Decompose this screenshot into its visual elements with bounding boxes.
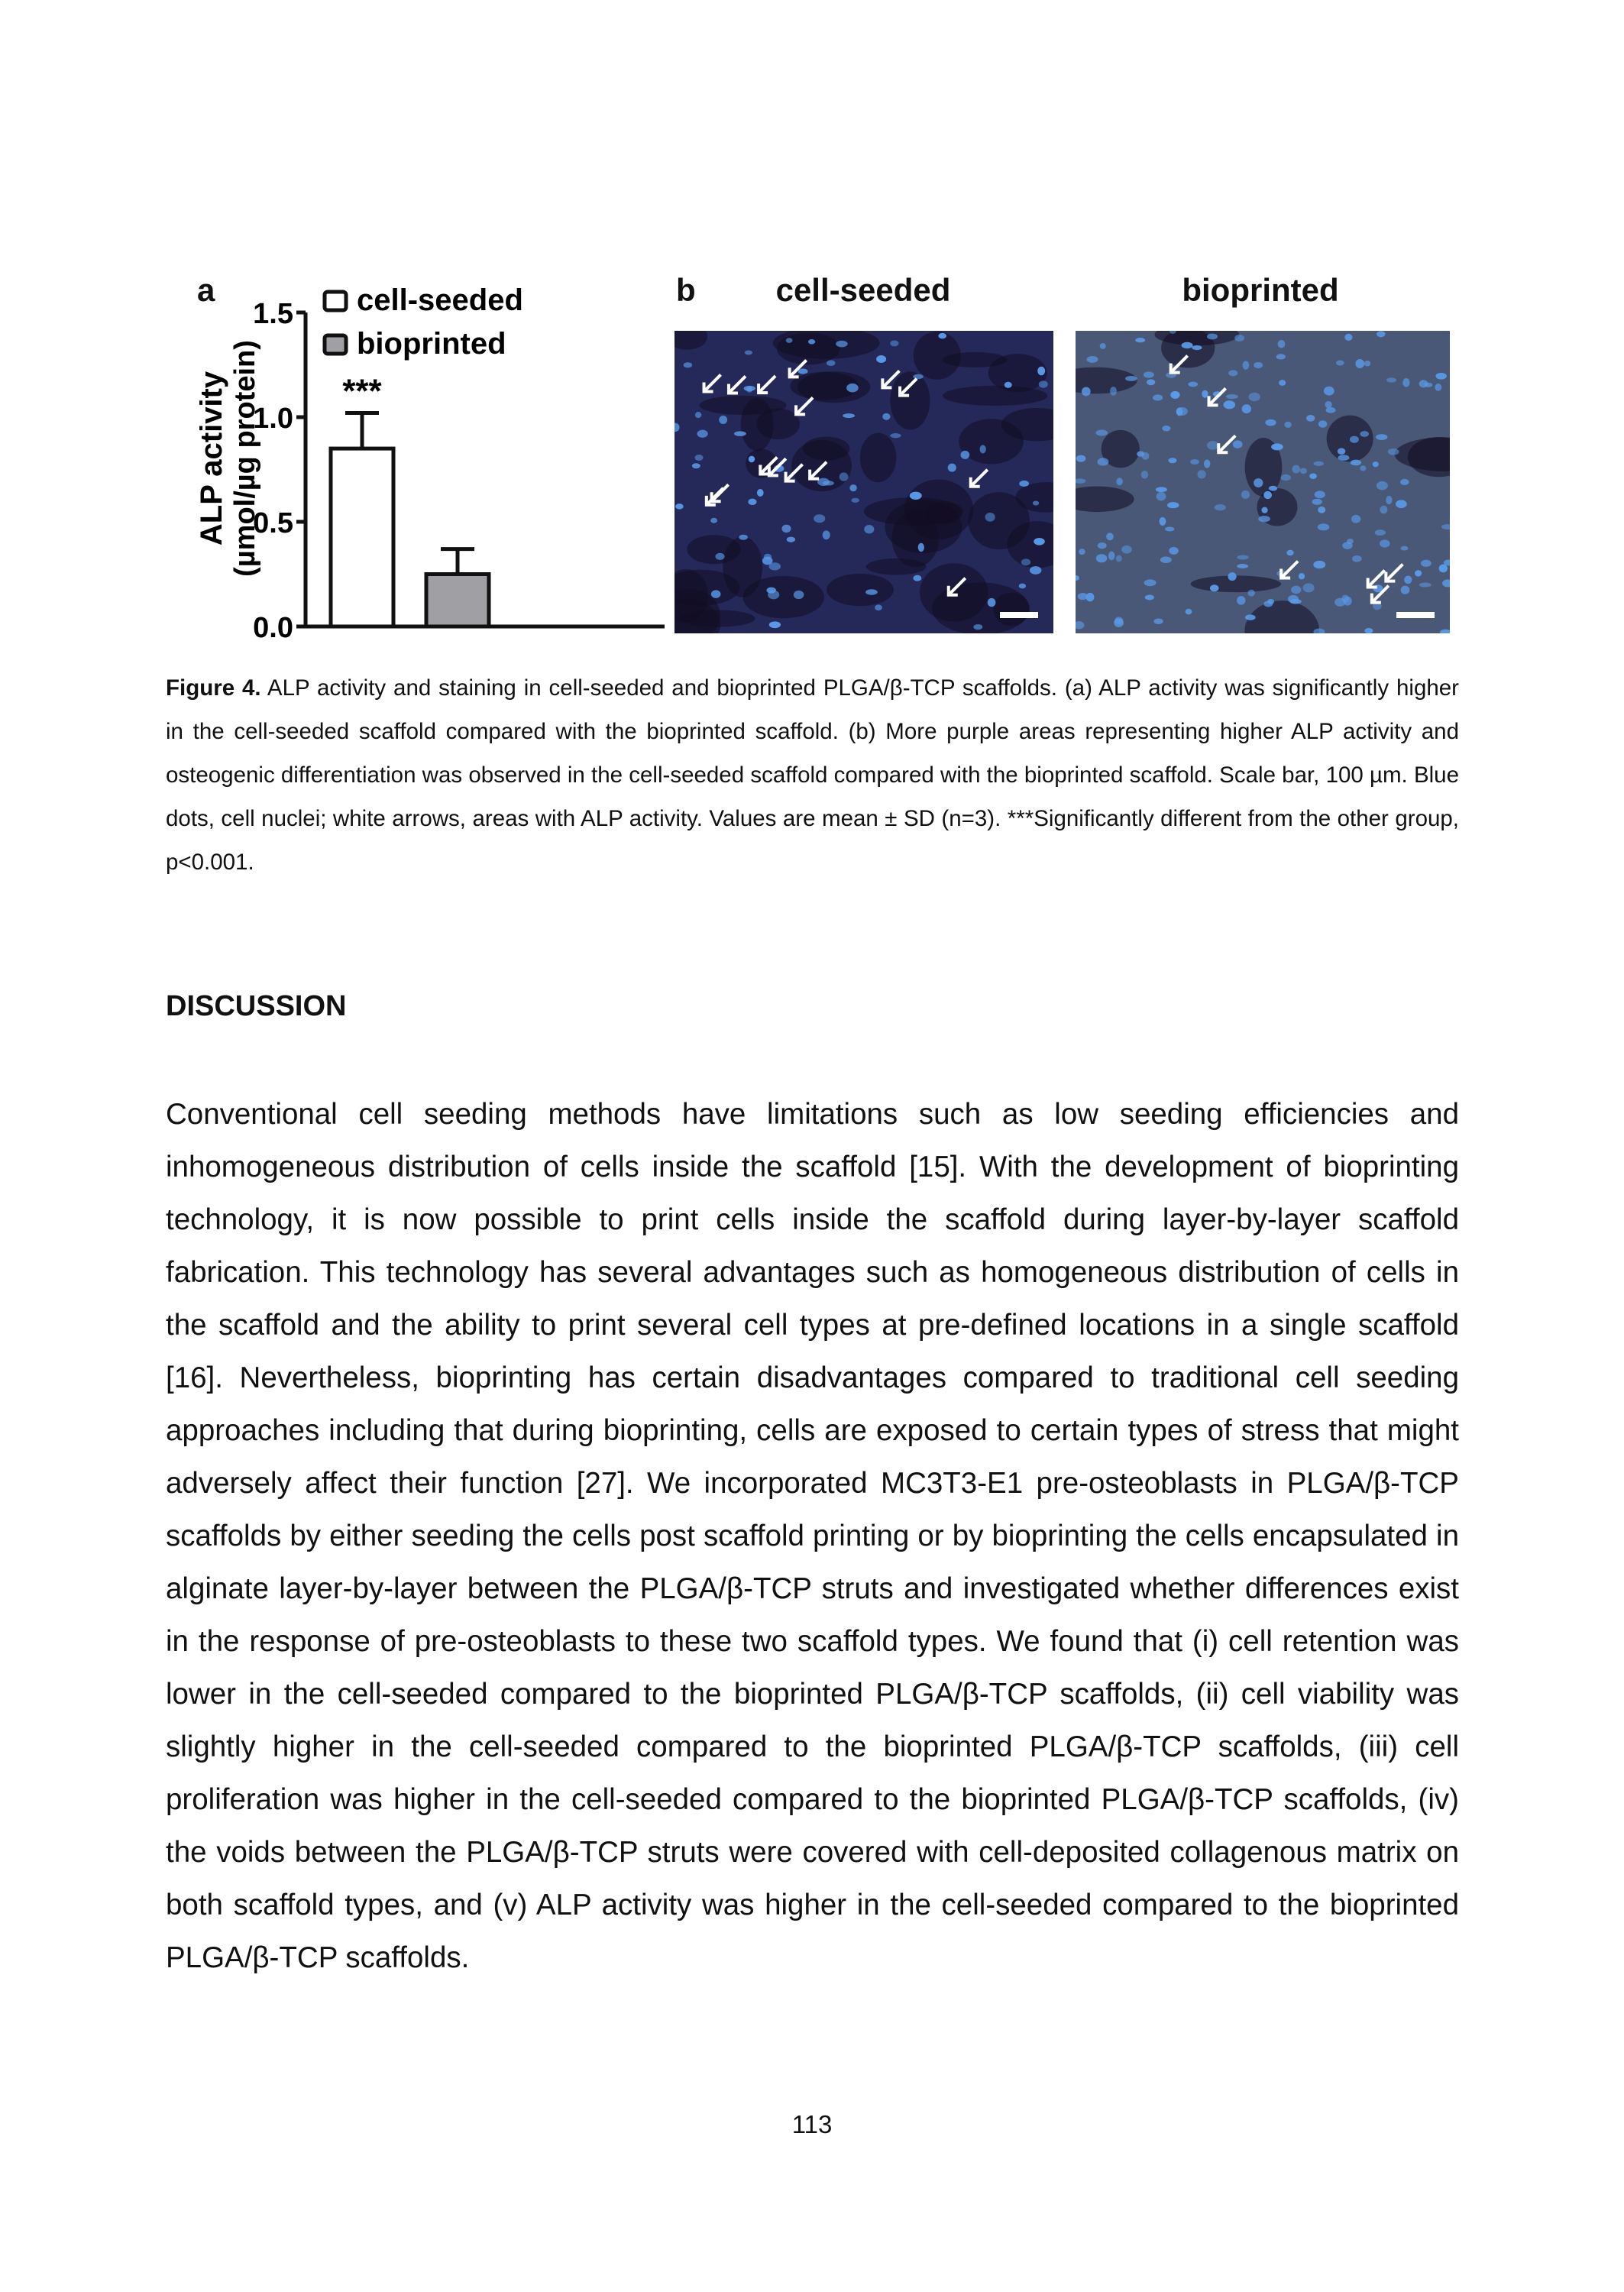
purple-stain (681, 610, 755, 626)
cell-nucleus (1281, 474, 1291, 481)
caption-text: ALP activity and staining in cell-seeded and bioprinted PLGA/β-TCP scaffolds. (a) ALP activity was significantly higher in the cell-seeded scaffold compared with the bioprinted scaffold. (b) More purple areas representing higher ALP activity and osteogenic differentiation was observed in the cell-seeded scaffold compared with the bioprinted scaffold. Scale bar, 100 µm. Blue dots, cell nuclei; white arrows, areas with ALP activity. Values are mean ± SD (n=3). ***Significantly different from the other group, p<0.001. (166, 675, 1460, 875)
purple-stain (866, 558, 927, 575)
cell-nucleus (1110, 387, 1117, 396)
cell-nucleus (1242, 404, 1251, 413)
cell-nucleus (757, 489, 764, 497)
cell-nucleus (1402, 378, 1409, 387)
cell-nucleus (1299, 573, 1305, 579)
cell-nucleus (1162, 426, 1170, 431)
cell-nucleus (1267, 599, 1274, 604)
cell-nucleus (762, 557, 773, 565)
cell-nucleus (1261, 507, 1267, 513)
cell-nucleus (697, 430, 708, 438)
cell-nucleus (711, 590, 721, 597)
cell-nucleus (1341, 595, 1349, 603)
cell-nucleus (1364, 361, 1371, 366)
cell-nucleus (1116, 478, 1123, 485)
panel-b-title-bioprinted: bioprinted (1182, 272, 1339, 308)
cell-nucleus (1098, 542, 1107, 549)
panel-b-label: b (676, 272, 696, 308)
cell-nucleus (1153, 618, 1163, 624)
cell-nucleus (865, 589, 878, 595)
cell-nucleus (961, 451, 970, 459)
cell-nucleus (684, 362, 692, 367)
cell-nucleus (1435, 373, 1447, 380)
cell-nucleus (817, 478, 830, 486)
cell-nucleus (988, 598, 996, 607)
cell-nucleus (1237, 596, 1245, 605)
cell-nucleus (1291, 586, 1301, 594)
cell-nucleus (1380, 506, 1387, 514)
cell-nucleus (798, 368, 808, 374)
cell-nucleus (1351, 460, 1361, 466)
cell-nucleus (1318, 507, 1325, 513)
cell-nucleus (1300, 468, 1307, 474)
cell-nucleus (876, 355, 886, 363)
cell-nucleus (1401, 546, 1409, 551)
cell-nucleus (1079, 549, 1085, 555)
cell-nucleus (1318, 420, 1327, 427)
cell-nucleus (1157, 492, 1166, 500)
cell-nucleus (1336, 361, 1344, 366)
cell-nucleus (1400, 479, 1409, 485)
cell-nucleus (948, 464, 956, 472)
cell-nucleus (1247, 590, 1254, 597)
cell-nucleus (808, 339, 815, 345)
y-tick-label: 1.5 (253, 298, 293, 330)
cell-nucleus (1312, 499, 1322, 505)
cell-nucleus (1004, 382, 1012, 388)
cell-nucleus (1404, 576, 1412, 584)
cell-nucleus (786, 338, 793, 343)
purple-stain (943, 352, 1007, 367)
cell-nucleus (1228, 572, 1236, 581)
cell-nucleus (675, 503, 684, 509)
cell-nucleus (1388, 448, 1399, 455)
cell-nucleus (1207, 441, 1218, 450)
cell-nucleus (769, 621, 781, 628)
cell-nucleus (1030, 566, 1042, 575)
cell-nucleus (734, 431, 746, 435)
cell-nucleus (1082, 387, 1091, 397)
cell-nucleus (1254, 362, 1263, 368)
panel-b-title-cell-seeded: cell-seeded (775, 272, 951, 308)
y-axis-units: (µmol/µg protein) (229, 340, 261, 577)
y-tick-label: 1.0 (253, 403, 293, 435)
cell-nucleus (768, 591, 779, 600)
cell-nucleus (1176, 408, 1182, 416)
cell-nucleus (1019, 584, 1026, 589)
cell-nucleus (1380, 539, 1390, 547)
cell-nucleus (781, 525, 791, 533)
cell-nucleus (1033, 500, 1039, 505)
cell-nucleus (875, 604, 882, 610)
legend-swatch (325, 335, 346, 354)
cell-nucleus (1338, 455, 1350, 461)
cell-nucleus (1188, 382, 1198, 387)
cell-nucleus (1106, 533, 1114, 540)
cell-nucleus (1284, 422, 1291, 428)
cell-nucleus (739, 535, 748, 540)
cell-nucleus (1204, 459, 1210, 468)
cell-nucleus (1278, 340, 1286, 348)
cell-nucleus (1258, 516, 1270, 522)
legend-label: bioprinted (357, 327, 506, 361)
cell-nucleus (985, 513, 995, 522)
cell-nucleus (1224, 400, 1236, 409)
cell-nucleus (1237, 564, 1248, 568)
cell-nucleus (692, 463, 700, 468)
cell-nucleus (1108, 552, 1115, 561)
cell-nucleus (1355, 359, 1364, 368)
cell-nucleus (1421, 560, 1432, 567)
cell-nucleus (1375, 529, 1386, 536)
cell-nucleus (1198, 470, 1206, 478)
cell-nucleus (1144, 579, 1157, 586)
cell-nucleus (1435, 384, 1441, 391)
cell-nucleus (814, 514, 825, 523)
cell-nucleus (1289, 599, 1301, 604)
micrograph-cell-seeded (675, 331, 1053, 633)
cell-nucleus (1245, 614, 1256, 620)
cell-nucleus (1315, 490, 1325, 498)
cell-nucleus (1019, 481, 1029, 487)
cell-nucleus (1292, 465, 1300, 474)
cell-nucleus (843, 413, 855, 418)
cell-nucleus (1342, 542, 1353, 549)
cell-nucleus (1243, 361, 1250, 369)
cell-nucleus (836, 341, 848, 348)
y-axis-label: ALP activity (195, 371, 228, 546)
cell-nucleus (748, 499, 756, 505)
cell-nucleus (1263, 491, 1272, 499)
micrograph-bioprinted (1076, 331, 1450, 633)
cell-nucleus (839, 472, 849, 481)
cell-nucleus (1386, 377, 1396, 382)
cell-nucleus (719, 416, 727, 424)
cell-nucleus (973, 624, 982, 630)
cell-nucleus (1415, 570, 1422, 577)
scale-bar (1000, 612, 1038, 618)
cell-nucleus (1167, 502, 1179, 508)
cell-nucleus (787, 537, 795, 542)
cell-nucleus (1324, 387, 1334, 396)
cell-nucleus (1145, 594, 1154, 600)
cell-nucleus (851, 498, 859, 503)
cell-nucleus (1364, 628, 1373, 633)
cell-nucleus (710, 518, 717, 523)
cell-nucleus (1207, 333, 1218, 339)
cell-nucleus (1186, 609, 1192, 615)
cell-nucleus (1169, 547, 1179, 555)
cell-nucleus (1141, 471, 1148, 479)
cell-nucleus (1237, 555, 1248, 559)
alp-activity-bar-chart (164, 252, 676, 649)
purple-stain (890, 371, 930, 429)
cell-nucleus (890, 433, 901, 438)
cell-nucleus (1401, 586, 1410, 594)
cell-nucleus (1144, 371, 1154, 377)
cell-nucleus (1352, 555, 1362, 562)
cell-nucleus (938, 333, 946, 338)
cell-nucleus (1241, 490, 1250, 499)
scale-bar (1396, 612, 1435, 618)
cell-nucleus (1202, 390, 1208, 398)
cell-nucleus (1116, 555, 1122, 562)
cell-nucleus (823, 530, 830, 539)
cell-nucleus (1039, 380, 1048, 387)
discussion-paragraph: Conventional cell seeding methods have limitations such as low seeding efficiencies and inhomogeneous distribution of cells inside the scaffold [15]. With the development of bioprinting technology, it is now possible to print cells inside the scaffold during layer-by-layer scaffold fabrication. This technology has several advantages such as homogeneous distribution of cells in the scaffold and the ability to print several cell types at pre-defined locations in a single scaffold [16]. Nevertheless, bioprinting has certain disadvantages compared to traditional cell seeding approaches including that during bioprinting, cells are exposed to certain types of stress that might adversely affect their function [27]. We incorporated MC3T3-E1 pre-osteoblasts in PLGA/β-TCP scaffolds by either seeding the cells post scaffold printing or by bioprinting the cells encapsulated in alginate layer-by-layer between the PLGA/β-TCP struts and investigated whether differences exist in the response of pre-osteoblasts to these two scaffold types. We found that (i) cell retention was lower in the cell-seeded compared to the bioprinted PLGA/β-TCP scaffolds, (ii) cell viability was slightly higher in the cell-seeded compared to the bioprinted PLGA/β-TCP scaffolds, (iii) cell proliferation was higher in the cell-seeded compared to the bioprinted PLGA/β-TCP scaffolds, (iv) the voids between the PLGA/β-TCP struts were covered with cell-deposited collagenous matrix on both scaffold types, and (v) ALP activity was higher in the cell-seeded compared to the bioprinted PLGA/β-TCP scaffolds. (166, 1098, 1459, 1974)
cell-nucleus (1121, 545, 1132, 554)
cell-nucleus (1326, 407, 1336, 413)
cell-nucleus (1344, 334, 1352, 341)
cell-nucleus (1254, 478, 1263, 487)
cell-nucleus (1377, 331, 1385, 337)
cell-nucleus (1168, 458, 1176, 463)
cell-nucleus (1377, 481, 1388, 490)
cell-nucleus (1114, 618, 1124, 627)
cell-nucleus (745, 351, 752, 355)
cell-nucleus (1314, 461, 1324, 466)
cell-nucleus (1309, 473, 1317, 479)
cell-nucleus (1098, 458, 1109, 465)
cell-nucleus (890, 340, 898, 346)
cell-nucleus (1350, 436, 1359, 443)
cell-nucleus (1269, 486, 1277, 491)
cell-nucleus (695, 412, 701, 418)
cell-nucleus (1286, 550, 1293, 556)
cell-nucleus (1234, 335, 1244, 342)
cell-nucleus (1303, 583, 1315, 592)
cell-nucleus (1338, 448, 1345, 455)
cell-nucleus (1419, 582, 1432, 587)
cell-nucleus (1156, 487, 1167, 492)
cell-nucleus (715, 553, 724, 560)
y-tick-label: 0.0 (253, 612, 293, 644)
cell-nucleus (1210, 584, 1219, 591)
cell-nucleus (744, 386, 755, 391)
cell-nucleus (1096, 430, 1108, 436)
cell-nucleus (1360, 431, 1368, 437)
cell-nucleus (1439, 565, 1448, 573)
purple-stain (920, 563, 988, 621)
cell-nucleus (849, 484, 856, 491)
cell-nucleus (913, 374, 923, 379)
cell-nucleus (1192, 345, 1202, 350)
cell-nucleus (1396, 500, 1407, 508)
cell-nucleus (749, 456, 755, 463)
purple-stain (1327, 416, 1373, 462)
figure-caption (166, 666, 1459, 884)
cell-nucleus (1360, 465, 1366, 471)
cell-nucleus (1135, 338, 1145, 342)
purple-stain (742, 576, 824, 618)
cell-nucleus (1226, 394, 1238, 399)
cell-nucleus (1190, 459, 1199, 465)
cell-nucleus (694, 455, 703, 461)
cell-nucleus (1276, 354, 1286, 359)
cell-nucleus (910, 492, 922, 500)
cell-nucleus (1021, 558, 1031, 565)
cell-nucleus (1351, 515, 1360, 523)
cell-nucleus (1160, 556, 1172, 563)
cell-nucleus (1153, 394, 1163, 400)
cell-nucleus (918, 543, 924, 552)
legend-swatch (325, 292, 346, 310)
cell-nucleus (1325, 401, 1331, 408)
purple-stain (797, 371, 870, 403)
purple-stain (777, 332, 840, 364)
cell-nucleus (827, 360, 835, 366)
cell-nucleus (1086, 593, 1095, 601)
cell-nucleus (1100, 343, 1106, 349)
cell-nucleus (1170, 391, 1179, 399)
purple-stain (803, 437, 849, 461)
cell-nucleus (1248, 393, 1260, 401)
page-number: 113 (791, 2110, 833, 2138)
cell-nucleus (1318, 523, 1330, 530)
cell-nucleus (882, 413, 890, 420)
caption-label: Figure 4. (166, 675, 261, 701)
cell-nucleus (1137, 451, 1144, 456)
cell-nucleus (1096, 554, 1108, 562)
section-heading: DISCUSSION (166, 990, 347, 1022)
bar-cell-seeded (331, 448, 393, 626)
cell-nucleus (913, 575, 921, 581)
cell-nucleus (794, 591, 804, 599)
purple-stain (943, 386, 1047, 406)
cell-nucleus (1147, 379, 1155, 385)
panel-a-label: a (197, 272, 215, 308)
cell-nucleus (980, 445, 986, 453)
cell-nucleus (1228, 370, 1237, 376)
cell-nucleus (1373, 461, 1379, 467)
cell-nucleus (1271, 443, 1283, 450)
cell-nucleus (1265, 419, 1276, 426)
bar-bioprinted (426, 575, 489, 627)
purple-stain (860, 433, 897, 483)
significance-marker: *** (342, 372, 382, 410)
cell-nucleus (1037, 367, 1045, 376)
cell-nucleus (1160, 517, 1166, 526)
cell-nucleus (1034, 538, 1045, 545)
y-tick-label: 0.5 (253, 507, 293, 539)
purple-stain (827, 574, 894, 606)
cell-nucleus (1182, 342, 1193, 348)
cell-nucleus (1076, 455, 1086, 462)
cell-nucleus (846, 384, 859, 393)
cell-nucleus (1386, 496, 1392, 504)
cell-nucleus (1313, 561, 1325, 568)
cell-nucleus (1419, 380, 1428, 387)
cell-nucleus (1087, 356, 1098, 363)
purple-stain (968, 492, 1030, 549)
cell-nucleus (1376, 434, 1387, 440)
cell-nucleus (1279, 380, 1286, 386)
cell-nucleus (1125, 376, 1137, 381)
cell-nucleus (1165, 526, 1174, 531)
purple-stain (741, 398, 774, 452)
cell-nucleus (1233, 440, 1243, 448)
cell-nucleus (1215, 504, 1226, 510)
cell-nucleus (864, 525, 874, 533)
cell-nucleus (1306, 415, 1315, 422)
legend-label: cell-seeded (357, 283, 523, 317)
